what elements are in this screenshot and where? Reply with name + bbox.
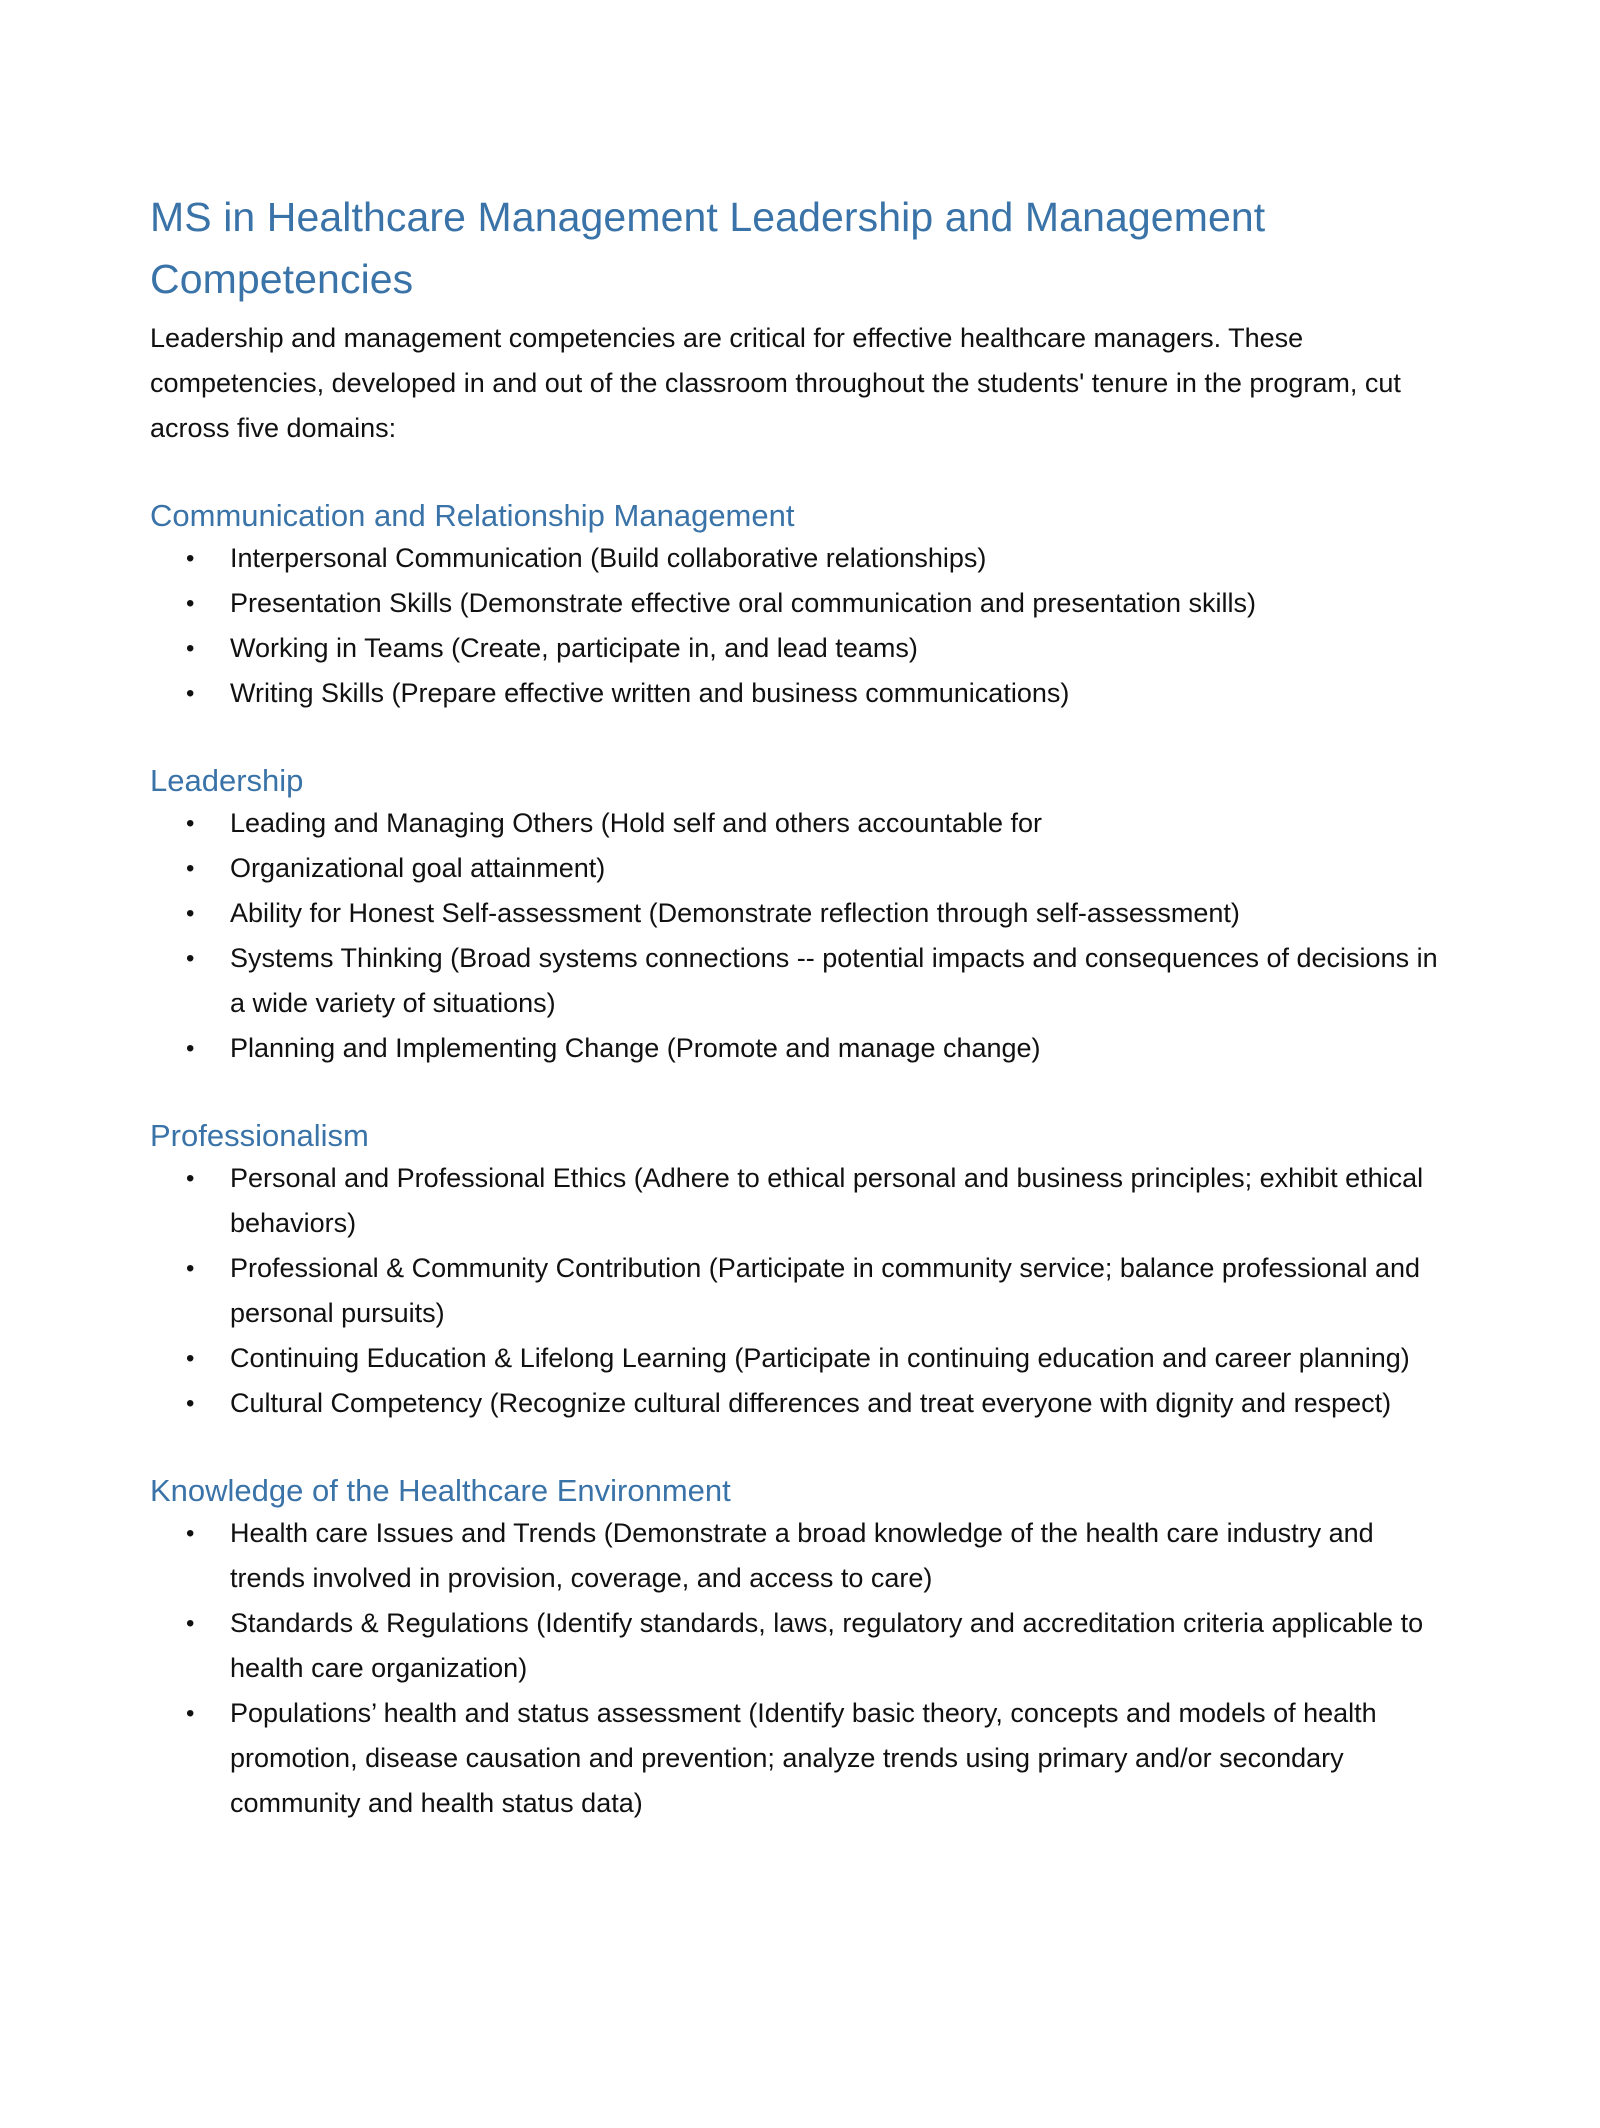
list-item: [150, 1246, 1450, 1336]
list-item-label: Cultural Competency (Recognize cultural differences and treat everyone with dignity and respect): [230, 1388, 1392, 1418]
list-item-label: Professional & Community Contribution (Participate in community service; balance professional and personal pursuits): [230, 1253, 1421, 1328]
list-item-label: Ability for Honest Self-assessment (Demonstrate reflection through self-assessment): [230, 898, 1240, 928]
list-item-label: Working in Teams (Create, participate in, and lead teams): [230, 633, 918, 663]
section-communication-and-relationship-management: [150, 496, 1450, 716]
list-item-label: Leading and Managing Others (Hold self and others accountable for: [230, 808, 1043, 838]
spacer: [150, 451, 1450, 496]
list-item-label: Standards & Regulations (Identify standards, laws, regulatory and accreditation criteria applicable to health care organization): [230, 1608, 1424, 1683]
spacer: [150, 716, 1450, 761]
list-item: [150, 671, 1450, 716]
list-item: [150, 1381, 1450, 1426]
competency-list: [150, 801, 1450, 1071]
competency-list: [150, 1156, 1450, 1426]
list-item-label: Writing Skills (Prepare effective written and business communications): [230, 678, 1070, 708]
section-professionalism: [150, 1116, 1450, 1426]
list-item: [150, 1601, 1450, 1691]
list-item: [150, 801, 1450, 846]
section-heading: Knowledge of the Healthcare Environment: [150, 1473, 731, 1508]
list-item: [150, 536, 1450, 581]
list-item-label: Continuing Education & Lifelong Learning (Participate in continuing education and career planning): [230, 1343, 1410, 1373]
list-item: [150, 626, 1450, 671]
bullet-icon: •: [186, 635, 195, 662]
spacer: [150, 1426, 1450, 1471]
list-item: [150, 1336, 1450, 1381]
bullet-icon: •: [186, 1345, 195, 1372]
bullet-icon: •: [186, 1390, 195, 1417]
list-item-label: Presentation Skills (Demonstrate effective oral communication and presentation skills): [230, 588, 1256, 618]
section-heading: Professionalism: [150, 1118, 369, 1153]
competency-list: [150, 1511, 1450, 1826]
section-heading: Communication and Relationship Management: [150, 498, 795, 533]
list-item-label: Personal and Professional Ethics (Adhere to ethical personal and business principles; exhibit ethical behaviors): [230, 1163, 1424, 1238]
list-item: [150, 891, 1450, 936]
list-item: [150, 846, 1450, 891]
section-leadership: [150, 761, 1450, 1071]
list-item: [150, 1511, 1450, 1601]
list-item: [150, 1691, 1450, 1826]
list-item-label: Planning and Implementing Change (Promote and manage change): [230, 1033, 1041, 1063]
list-item-label: Populations’ health and status assessment (Identify basic theory, concepts and models of health promotion, disease causation and prevention; analyze trends using primary and/or secondary community and health status data): [230, 1698, 1377, 1818]
bullet-icon: •: [186, 545, 195, 572]
list-item: [150, 936, 1450, 1026]
bullet-icon: •: [186, 1035, 195, 1062]
intro-paragraph: Leadership and management competencies are critical for effective healthcare managers. These competencies, developed in and out of the classroom throughout the students' tenure in the program, cut across five domains:: [150, 323, 1401, 443]
bullet-icon: •: [186, 1700, 195, 1727]
list-item: [150, 1026, 1450, 1071]
bullet-icon: •: [186, 900, 195, 927]
page-title: MS in Healthcare Management Leadership and Management Competencies: [150, 194, 1266, 302]
section-heading: Leadership: [150, 763, 304, 798]
section-knowledge-of-the-healthcare-environment: [150, 1471, 1450, 1826]
bullet-icon: •: [186, 590, 195, 617]
bullet-icon: •: [186, 1610, 195, 1637]
bullet-icon: •: [186, 1165, 195, 1192]
list-item: [150, 1156, 1450, 1246]
bullet-icon: •: [186, 680, 195, 707]
bullet-icon: •: [186, 945, 195, 972]
bullet-icon: •: [186, 1520, 195, 1547]
bullet-icon: •: [186, 1255, 195, 1282]
bullet-icon: •: [186, 855, 195, 882]
list-item: [150, 581, 1450, 626]
list-item-label: Interpersonal Communication (Build collaborative relationships): [230, 543, 987, 573]
list-item-label: Systems Thinking (Broad systems connections -- potential impacts and consequences of decisions in a wide variety of situations): [230, 943, 1438, 1018]
spacer: [150, 1071, 1450, 1116]
bullet-icon: •: [186, 810, 195, 837]
competency-list: [150, 536, 1450, 716]
list-item-label: Health care Issues and Trends (Demonstrate a broad knowledge of the health care industry and trends involved in provision, coverage, and access to care): [230, 1518, 1374, 1593]
list-item-label: Organizational goal attainment): [230, 853, 606, 883]
